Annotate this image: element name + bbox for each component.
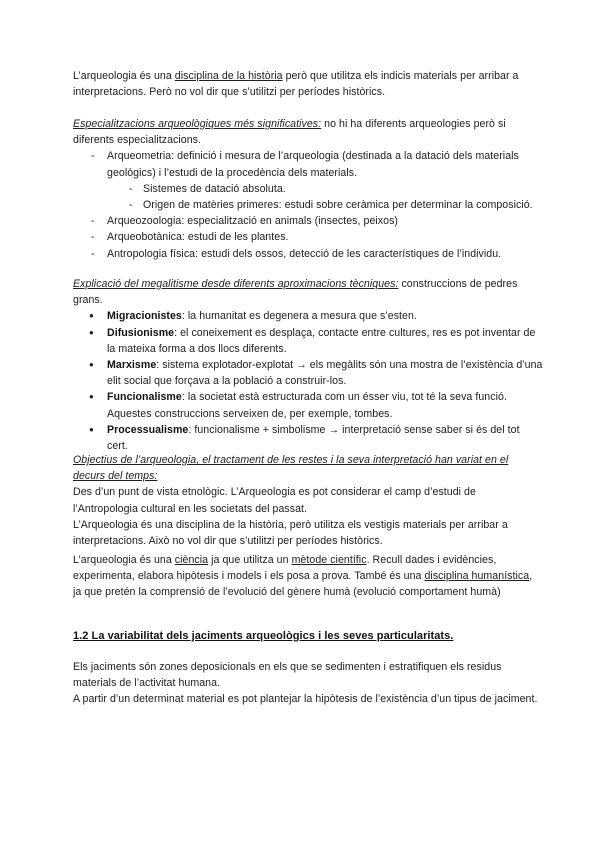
section-title: 1.2 La variabilitat dels jaciments arqueològics i les seves particularitats. (73, 630, 454, 642)
science-text-4: , ja que pretén la comprensió de l’evolució del gènere humà (evolució comportament humà) (73, 570, 533, 599)
specializations-list (73, 148, 543, 180)
specializations-list-rest (73, 213, 543, 262)
megalithism-lead: construccions de pedres grans. (73, 278, 518, 307)
objectives-paragraph-1: Des d’un punt de vista etnològic. L’Arqueologia es pot considerar el camp d’estudi de l’Antropologia cultural en les societats del passat. (73, 486, 476, 515)
section-paragraph-1: Els jaciments són zones deposicionals en els que se sedimenten i estratifiquen els residus materials de l’activitat humana. (73, 661, 502, 690)
science-text-1: L’arqueologia és una (73, 554, 175, 566)
section-body (73, 659, 543, 708)
term: Processualisme (107, 423, 189, 436)
intro-link-disciplina: disciplina de la història (174, 70, 283, 82)
megalithism-section (73, 276, 543, 454)
list-item-archaeometry (73, 148, 543, 180)
sub-list-item: - Origen de matèries primeres: estudi sobre ceràmica per determinar la composició. (73, 197, 543, 213)
list-item: - Arqueobotànica: estudi de les plantes. (73, 229, 543, 245)
definition: : sistema explotador-explotat → els megàlits són una mostra de l’existència d’una elit social que forçava a la població a construir-los. (107, 359, 543, 388)
term: Marxisme (107, 359, 157, 372)
specializations-section (73, 116, 543, 262)
definition: : la humanitat es degenera a mesura que s’esten. (181, 310, 417, 323)
section-paragraph-2: A partir d’un determinat material es pot plantejar la hipòtesis de l’existència d’un tipus de jaciment. (73, 693, 538, 706)
specializations-intro (73, 116, 543, 148)
sub-list-item: - Sistemes de datació absoluta. (73, 181, 543, 197)
list-item-funcionalisme (73, 389, 543, 421)
archaeometry-text: Arqueometria: definició i mesura de l’arqueologia (destinada a la datació dels materials geològics) i l’estudi de la procedència dels materials. (107, 150, 519, 179)
definition: : funcionalisme + simbolisme → interpretació sense saber si és del tot cert. (107, 423, 520, 453)
megalithism-heading: Explicació del megalitisme desde diferents aproximacions tècniques: (73, 278, 399, 290)
archaeometry-sublist (73, 181, 543, 213)
science-link-ciencia: ciència (174, 554, 209, 566)
objectives-heading: Objectius de l’arqueologia, el tractament de les restes i la seva interpretació han variat en el decurs del temps: (73, 454, 509, 483)
list-item-processualisme (73, 422, 543, 454)
megalithism-intro (73, 276, 543, 308)
term: Funcionalisme (107, 391, 182, 404)
list-item: - Antropologia física: estudi dels ossos, detecció de les característiques de l’individu. (73, 246, 543, 262)
objectives-section (73, 452, 543, 549)
list-item-marxisme (73, 357, 543, 389)
term: Difusionisme (107, 326, 175, 339)
science-text-2: ja que utilitza un (208, 554, 292, 566)
list-item-difusionisme (73, 325, 543, 357)
intro-text-2: però que utilitza els indicis materials per arribar a interpretacions. Però no vol dir que s’utilitzi per períodes històrics. (73, 70, 519, 99)
science-link-metode: mètode científic (291, 554, 367, 566)
list-item-migracionistes (73, 308, 543, 324)
megalithism-list (73, 308, 543, 454)
intro-text-1: L’arqueologia és una (73, 70, 175, 82)
specializations-lead: no hi ha diferents arqueologies però si diferents especialitzacions. (73, 118, 506, 147)
definition: : el coneixement es desplaça, contacte entre cultures, res es pot inventar de la mateixa forma a dos llocs diferents. (107, 326, 536, 355)
term: Migracionistes (107, 310, 182, 323)
specializations-heading: Especialitzacions arqueològiques més significatives: (73, 118, 322, 130)
science-link-disciplina: disciplina humanística (424, 570, 530, 583)
definition: : la societat està estructurada com un ésser viu, tot té la seva funció. Aquestes construccions serveixen de, per exemple, tombes. (107, 391, 507, 420)
science-text-3: . Recull dades i evidències, experimenta, elabora hipòtesis i models i els posa a prova. També és una (73, 554, 497, 583)
objectives-paragraph-2: L’Arqueologia és una disciplina de la història, però utilitza els vestigis materials per arribar a interpretacions. Això no vol dir que s’utilitzi per períodes històrics. (73, 518, 508, 548)
science-paragraph (73, 552, 543, 601)
intro-paragraph (73, 68, 543, 100)
list-item: - Arqueozoologia: especialització en animals (insectes, peixos) (73, 213, 543, 229)
